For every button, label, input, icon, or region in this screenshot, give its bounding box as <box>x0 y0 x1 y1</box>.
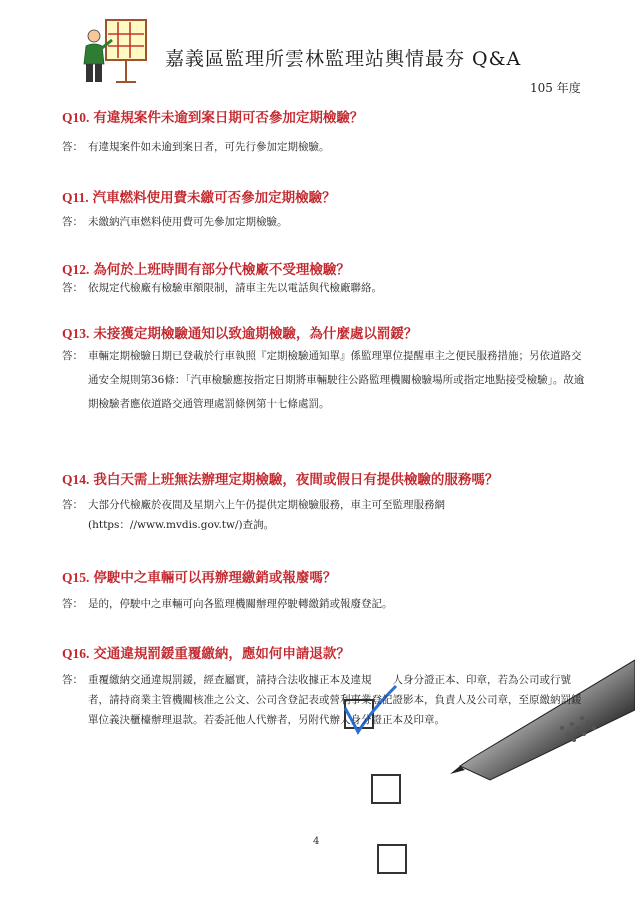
answer-label: 答： <box>62 141 83 153</box>
question-q16 <box>62 642 350 662</box>
answer-label: 答： <box>62 350 83 362</box>
answer-text: 有違規案件如未逾到案日者，可先行參加定期檢驗。 <box>88 141 330 153</box>
answer-q13 <box>62 344 587 416</box>
question-text: 為何於上班時間有部分代檢廠不受理檢驗？ <box>93 262 350 278</box>
question-q14 <box>62 468 498 488</box>
answer-label: 答： <box>62 216 83 228</box>
question-text: 停駛中之車輛可以再辦理繳銷或報廢嗎？ <box>93 570 337 586</box>
question-q13 <box>62 322 417 342</box>
question-number: Q15. <box>62 570 90 585</box>
person-with-chart-board-icon <box>76 16 152 86</box>
answer-text: 大部分代檢廠於夜間及星期六上午仍提供定期檢驗服務，車主可至監理服務網(https：//www.mvdis.gov.tw/)查詢。 <box>88 499 445 531</box>
answer-label: 答： <box>62 499 83 511</box>
question-text: 未接獲定期檢驗通知以致逾期檢驗，為什麼處以罰鍰？ <box>93 326 418 342</box>
page-title: 嘉義區監理所雲林監理站輿情最夯 Q&A <box>165 48 522 70</box>
answer-text: 車輛定期檢驗日期已登載於行車執照『定期檢驗通知單』係監理單位提醒車主之便民服務措施；另依道路交通安全規則第36條：「汽車檢驗應按指定日期將車輛駛往公路監理機關檢驗場所或指定地點接受檢驗」。故逾期檢驗者應依道路交通管理處罰條例第十七條處罰。 <box>88 350 585 410</box>
question-text: 我白天需上班無法辦理定期檢驗，夜間或假日有提供檢驗的服務嗎？ <box>93 472 499 488</box>
question-number: Q11. <box>62 190 89 205</box>
question-number: Q12. <box>62 262 90 277</box>
answer-q16 <box>62 670 587 730</box>
question-text: 有違規案件未逾到案日期可否參加定期檢驗？ <box>93 110 364 126</box>
answer-label: 答： <box>62 674 83 686</box>
question-number: Q16. <box>62 646 90 661</box>
answer-text: 依規定代檢廠有檢驗車額限制，請車主先以電話與代檢廠聯絡。 <box>88 282 382 294</box>
answer-label: 答： <box>62 282 83 294</box>
question-q15 <box>62 566 336 586</box>
page-number: 4 <box>313 836 320 847</box>
question-number: Q13. <box>62 326 90 341</box>
answer-q12 <box>62 277 587 299</box>
question-q11 <box>62 186 336 206</box>
question-number: Q10. <box>62 110 90 125</box>
answer-q10 <box>62 136 587 158</box>
question-text: 汽車燃料使用費未繳可否參加定期檢驗？ <box>92 190 336 206</box>
year-label: 105 年度 <box>530 81 581 95</box>
answer-text: 是的，停駛中之車輛可向各監理機關辦理停駛轉繳銷或報廢登記。 <box>88 598 393 610</box>
question-q12 <box>62 258 350 278</box>
answer-text: 未繳納汽車燃料使用費可先參加定期檢驗。 <box>88 216 288 228</box>
question-text: 交通違規罰鍰重覆繳納，應如何申請退款？ <box>93 646 350 662</box>
answer-q11 <box>62 211 587 233</box>
question-q10 <box>62 106 363 126</box>
question-number: Q14. <box>62 472 90 487</box>
answer-q14 <box>62 495 587 535</box>
answer-text: 重覆繳納交通違規罰鍰，經查屬實，請持合法收據正本及違規 人身分證正本、印章，若為公司或行號者，請持商業主管機關核准之公文、公司含登記表或營利事業登記證影本，負責人及公司章，至原繳納罰鍰單位義決櫃檯辦理退款。若委託他人代辦者，另附代辦人身分證正本及印章。 <box>88 674 582 726</box>
answer-q15 <box>62 593 587 615</box>
answer-label: 答： <box>62 598 83 610</box>
